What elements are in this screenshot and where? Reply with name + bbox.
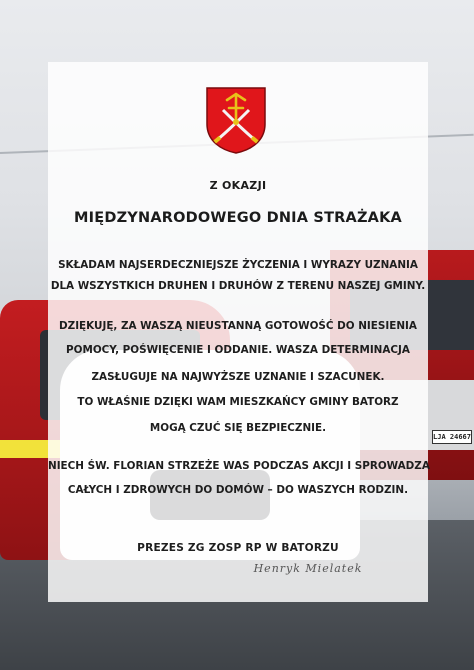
message-line: DZIĘKUJĘ, ZA WASZĄ NIEUSTANNĄ GOTOWOŚĆ DO NIESIENIA (59, 320, 417, 332)
handwritten-signature: Henryk Mielatek (253, 562, 363, 575)
license-plate: LJA 24667 (432, 430, 472, 444)
message-line: DLA WSZYSTKICH DRUHEN I DRUHÓW Z TERENU NASZEJ GMINY. (50, 280, 426, 292)
signatory-role: PREZES ZG ZOSP RP W BATORZU (137, 542, 339, 554)
batorz-coat-of-arms-icon (205, 86, 267, 154)
occasion-label: Z OKAZJI (209, 179, 267, 192)
message-line: NIECH ŚW. FLORIAN STRZEŻE WAS PODCZAS AKCJI I SPROWADZA (48, 460, 430, 472)
greeting-card (48, 62, 428, 602)
page-title: MIĘDZYNARODOWEGO DNIA STRAŻAKA (74, 210, 402, 226)
message-line: SKŁADAM NAJSERDECZNIEJSZE ŻYCZENIA I WYRAZY UZNANIA (58, 259, 418, 271)
message-line: CAŁYCH I ZDROWYCH DO DOMÓW – DO WASZYCH RODZIN. (67, 484, 409, 496)
message-line: ZASŁUGUJE NA NAJWYŻSZE UZNANIE I SZACUNEK. (91, 371, 385, 383)
message-line: TO WŁAŚNIE DZIĘKI WAM MIESZKAŃCY GMINY BATORZ (77, 396, 399, 408)
message-line: POMOCY, POŚWIĘCENIE I ODDANIE. WASZA DETERMINACJA (66, 344, 410, 356)
message-line: MOGĄ CZUĆ SIĘ BEZPIECZNIE. (149, 422, 327, 434)
